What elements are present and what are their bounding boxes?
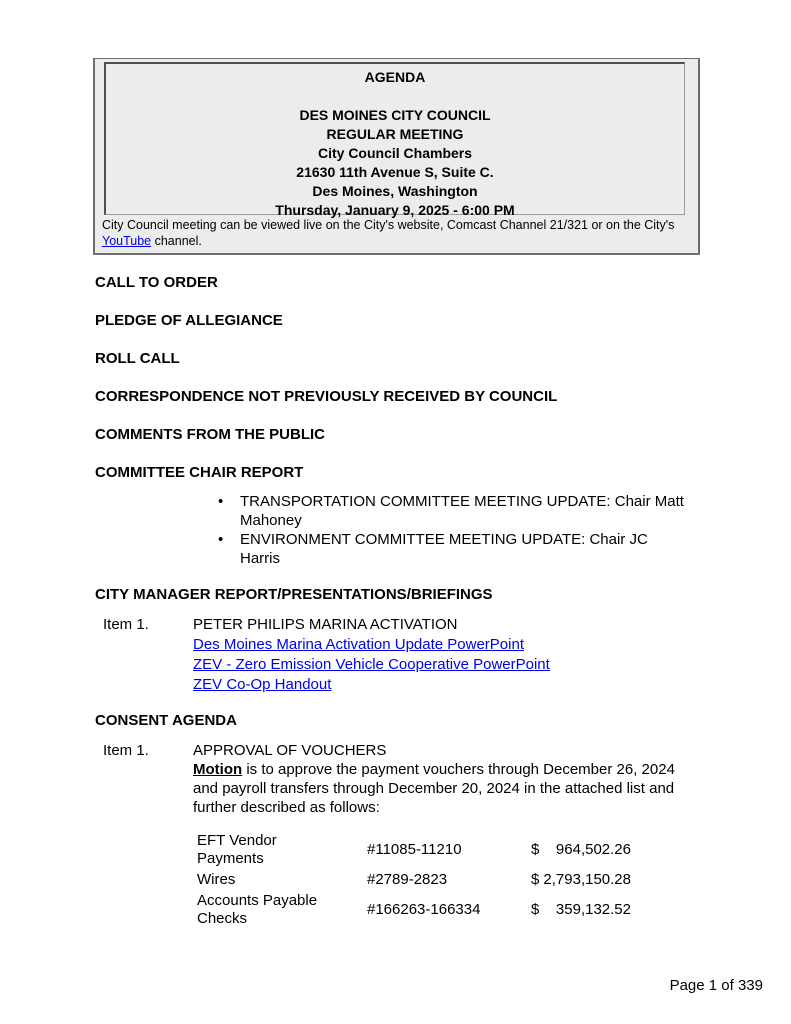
voucher-amount bbox=[531, 841, 631, 859]
amount-value: 2,793,150.28 bbox=[543, 871, 631, 888]
currency-symbol: $ bbox=[531, 841, 540, 858]
currency-symbol: $ bbox=[531, 901, 540, 918]
voucher-table bbox=[197, 832, 688, 928]
viewing-note bbox=[95, 215, 687, 253]
meeting-info-box bbox=[104, 62, 685, 218]
section-consent-agenda: CONSENT AGENDA bbox=[95, 712, 237, 729]
section-roll-call: ROLL CALL bbox=[95, 350, 180, 367]
section-pledge-of-allegiance: PLEDGE OF ALLEGIANCE bbox=[95, 312, 283, 329]
youtube-link[interactable]: YouTube bbox=[102, 234, 152, 248]
item-number: Item 1. bbox=[103, 742, 149, 759]
list-item bbox=[218, 492, 791, 530]
meeting-type: REGULAR MEETING bbox=[326, 126, 464, 142]
section-call-to-order: CALL TO ORDER bbox=[95, 274, 218, 291]
voucher-amount bbox=[531, 871, 631, 889]
item-body bbox=[193, 615, 550, 695]
voucher-label: Accounts Payable Checks bbox=[197, 892, 318, 927]
meeting-address: 21630 11th Avenue S, Suite C. bbox=[296, 164, 494, 180]
amount-value: 964,502.26 bbox=[555, 841, 631, 858]
table-row bbox=[197, 892, 688, 928]
voucher-amount bbox=[531, 901, 631, 919]
item-title-marina-activation: PETER PHILIPS MARINA ACTIVATION bbox=[193, 616, 458, 633]
section-city-manager-report: CITY MANAGER REPORT/PRESENTATIONS/BRIEFINGS bbox=[95, 586, 493, 603]
bullet-text-environment: ENVIRONMENT COMMITTEE MEETING UPDATE: Chair JC Harris bbox=[240, 531, 648, 567]
motion-paragraph bbox=[193, 760, 688, 817]
attachment-link-zev-handout[interactable]: ZEV Co-Op Handout bbox=[193, 676, 332, 693]
voucher-label: EFT Vendor Payments bbox=[197, 832, 277, 867]
meeting-datetime: Thursday, January 9, 2025 - 6:00 PM bbox=[275, 202, 515, 218]
committee-bullet-list bbox=[95, 492, 791, 568]
voucher-label: Wires bbox=[197, 871, 236, 888]
item-title-approval-of-vouchers: APPROVAL OF VOUCHERS bbox=[193, 742, 387, 759]
meeting-location: City Council Chambers bbox=[317, 145, 473, 161]
blank-line bbox=[106, 87, 684, 106]
currency-symbol: $ bbox=[531, 871, 540, 888]
agenda-header-box bbox=[93, 58, 700, 255]
motion-text: is to approve the payment vouchers through December 26, 2024 and payroll transfers through December 20, 2024 in the attached list and further described as follows: bbox=[193, 761, 675, 816]
item-number: Item 1. bbox=[103, 616, 149, 633]
bullet-icon: • bbox=[218, 493, 224, 510]
table-row bbox=[197, 871, 688, 889]
voucher-range: #2789-2823 bbox=[367, 871, 448, 888]
motion-word: Motion bbox=[193, 761, 243, 778]
table-row bbox=[197, 832, 688, 868]
attachment-links bbox=[193, 635, 550, 695]
attachment-link-marina-powerpoint[interactable]: Des Moines Marina Activation Update PowerPoint bbox=[193, 636, 524, 653]
section-committee-chair-report: COMMITTEE CHAIR REPORT bbox=[95, 464, 304, 481]
meeting-city: Des Moines, Washington bbox=[312, 183, 478, 199]
agenda-item bbox=[103, 615, 791, 695]
voucher-range: #11085-11210 bbox=[367, 841, 462, 858]
attachment-link-zev-powerpoint[interactable]: ZEV - Zero Emission Vehicle Cooperative PowerPoint bbox=[193, 656, 550, 673]
list-item bbox=[218, 530, 791, 568]
page-indicator: Page 1 of 339 bbox=[669, 977, 763, 994]
voucher-range: #166263-166334 bbox=[367, 901, 481, 918]
item-body bbox=[193, 741, 688, 931]
bullet-icon: • bbox=[218, 531, 224, 548]
section-comments-from-public: COMMENTS FROM THE PUBLIC bbox=[95, 426, 325, 443]
section-correspondence: CORRESPONDENCE NOT PREVIOUSLY RECEIVED BY COUNCIL bbox=[95, 388, 558, 405]
agenda-title: AGENDA bbox=[364, 69, 426, 85]
viewing-note-text: City Council meeting can be viewed live on the City's website, Comcast Channel 21/321 or on the City's bbox=[102, 218, 675, 232]
bullet-text-transportation: TRANSPORTATION COMMITTEE MEETING UPDATE: Chair Matt Mahoney bbox=[240, 493, 684, 529]
viewing-note-tail: channel. bbox=[151, 234, 202, 248]
agenda-item bbox=[103, 741, 791, 931]
amount-value: 359,132.52 bbox=[555, 901, 631, 918]
org-name: DES MOINES CITY COUNCIL bbox=[299, 107, 491, 123]
